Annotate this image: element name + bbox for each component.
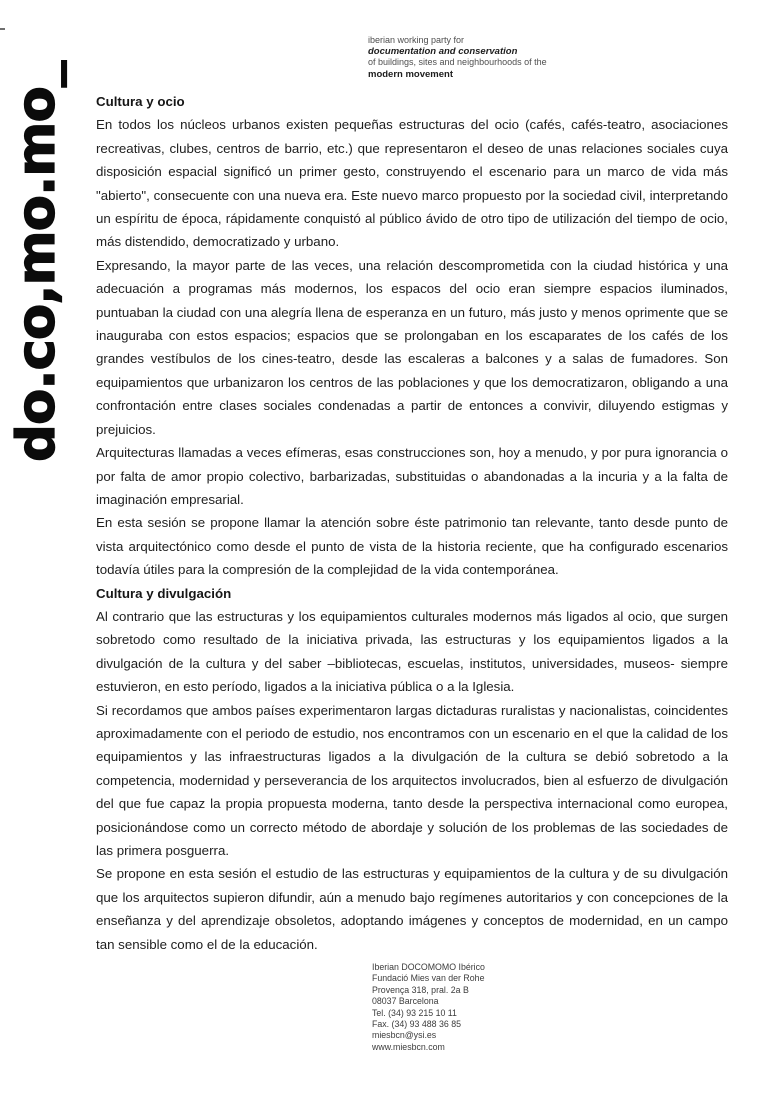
paragraph: En todos los núcleos urbanos existen pequeñas estructuras del ocio (cafés, cafés-teatro, asociaciones recreativas, clubes, centros de barrio, etc.) que representaron el deseo de unas relaciones sociales cuya disposición espacial significó un primer gesto, construyendo el escenario para un marco de vida más "abierto", consecuente con una nueva era. Este nuevo marco propuesto por la sociedad civil, interpretando un espíritu de época, rápidamente conquistó al público ávido de otro tipo de utilización del tiempo de ocio, más distendido, democratizado y urbano. [96, 117, 728, 250]
letterhead-line-3: of buildings, sites and neighbourhoods of the [368, 57, 547, 68]
contact-phone-line: Tel. (34) 93 215 10 11 [372, 1007, 457, 1018]
contact-block [372, 962, 485, 1053]
section-cultura-y-ocio [96, 90, 728, 582]
paragraph: Se propone en esta sesión el estudio de las estructuras y equipamientos de la cultura y de su divulgación que los arquitectos supieron difundir, aún a menudo bajo regímenes autoritarios y con concepciones de la enseñanza y del aprendizaje obsoletos, adoptando imágenes y conceptos de modernidad, en un campo tan sensible como el de la educación. [96, 866, 728, 952]
paragraph: En esta sesión se propone llamar la atención sobre éste patrimonio tan relevante, tanto desde punto de vista arquitectónico como desde el punto de vista de la historia reciente, que ha configurado escenarios todavía útiles para la compresión de la complejidad de la vida contemporánea. [96, 515, 728, 578]
paragraph: Si recordamos que ambos países experimentaron largas dictaduras ruralistas y nacionalistas, coincidentes aproximadamente con el periodo de estudio, nos encontramos con un escenario en el que la calidad de los equipamientos y las infraestructuras ligados a la divulgación de la cultura se debió sobretodo a la competencia, modernidad y perseverancia de los arquitectos involucrados, bien al esfuerzo de divulgación del que fue capaz la propia propuesta moderna, tanto desde la perspectiva internacional como europea, posicionándose como un correcto método de abordaje y solución de los problemas de las sociedades de las primera posguerra. [96, 702, 728, 858]
contact-website-line: www.miesbcn.com [372, 1041, 445, 1052]
paragraph: Al contrario que las estructuras y los equipamientos culturales modernos más ligados al ocio, que surgen sobretodo como resultado de la iniciativa privada, las estructuras y los equipamientos ligados a la divulgación de la cultura y del saber –bibliotecas, escuelas, institutos, universidades, museos- siempre estuvieron, en esto período, ligados a la iniciativa pública o a la Iglesia. [96, 608, 728, 695]
contact-fax-line: Fax. (34) 93 488 36 85 [372, 1019, 462, 1030]
contact-city-line: 08037 Barcelona [372, 996, 439, 1007]
letterhead [368, 35, 547, 80]
section-cultura-y-divulgacion [96, 582, 728, 957]
letterhead-line-4: modern movement [368, 68, 453, 80]
docomomo-logo: do.co,mo.mo_ [6, 61, 67, 462]
letterhead-line-2: documentation and conservation [368, 46, 518, 58]
letterhead-line-1: iberian working party for [368, 35, 465, 45]
paragraph: Arquitecturas llamadas a veces efímeras, esas construcciones son, hoy a menudo, y por pura ignorancia o por falta de amor propio colectivo, barbarizadas, substituidas o abandonadas a la incuria y a la falta de imaginación empresarial. [96, 445, 728, 507]
section-heading: Cultura y divulgación [96, 585, 232, 601]
contact-email-line: miesbcn@ysi.es [372, 1030, 437, 1041]
contact-foundation-line: Fundació Mies van der Rohe [372, 973, 485, 984]
scan-artifact-mark [0, 28, 5, 30]
paragraph: Expresando, la mayor parte de las veces, una relación descomprometida con la ciudad histórica y una adecuación a programas más modernos, los espacos del ocio eran siempre espacios iluminados, puntuaban la ciudad con una alegría llena de esperanza en un futuro, más justo y menos oprimente que se inauguraba con estos espacios; espacios que se prolongaban en los escaparates de los cafés de los grandes vestíbulos de los cines-teatro, desde las escaleras a balcones y a salas de fumadores. Son equipamientos que urbanizaron los centros de las poblaciones y que los democratizaron, obligando a una confrontación entre clases sociales condenadas a partir de entonces a convivir, diluyendo estigmas y prejuicios. [96, 257, 728, 437]
document-body [96, 90, 728, 956]
contact-org-line: Iberian DOCOMOMO Ibérico [372, 962, 485, 972]
contact-street-line: Provença 318, pral. 2a B [372, 984, 469, 995]
section-heading: Cultura y ocio [96, 94, 185, 109]
